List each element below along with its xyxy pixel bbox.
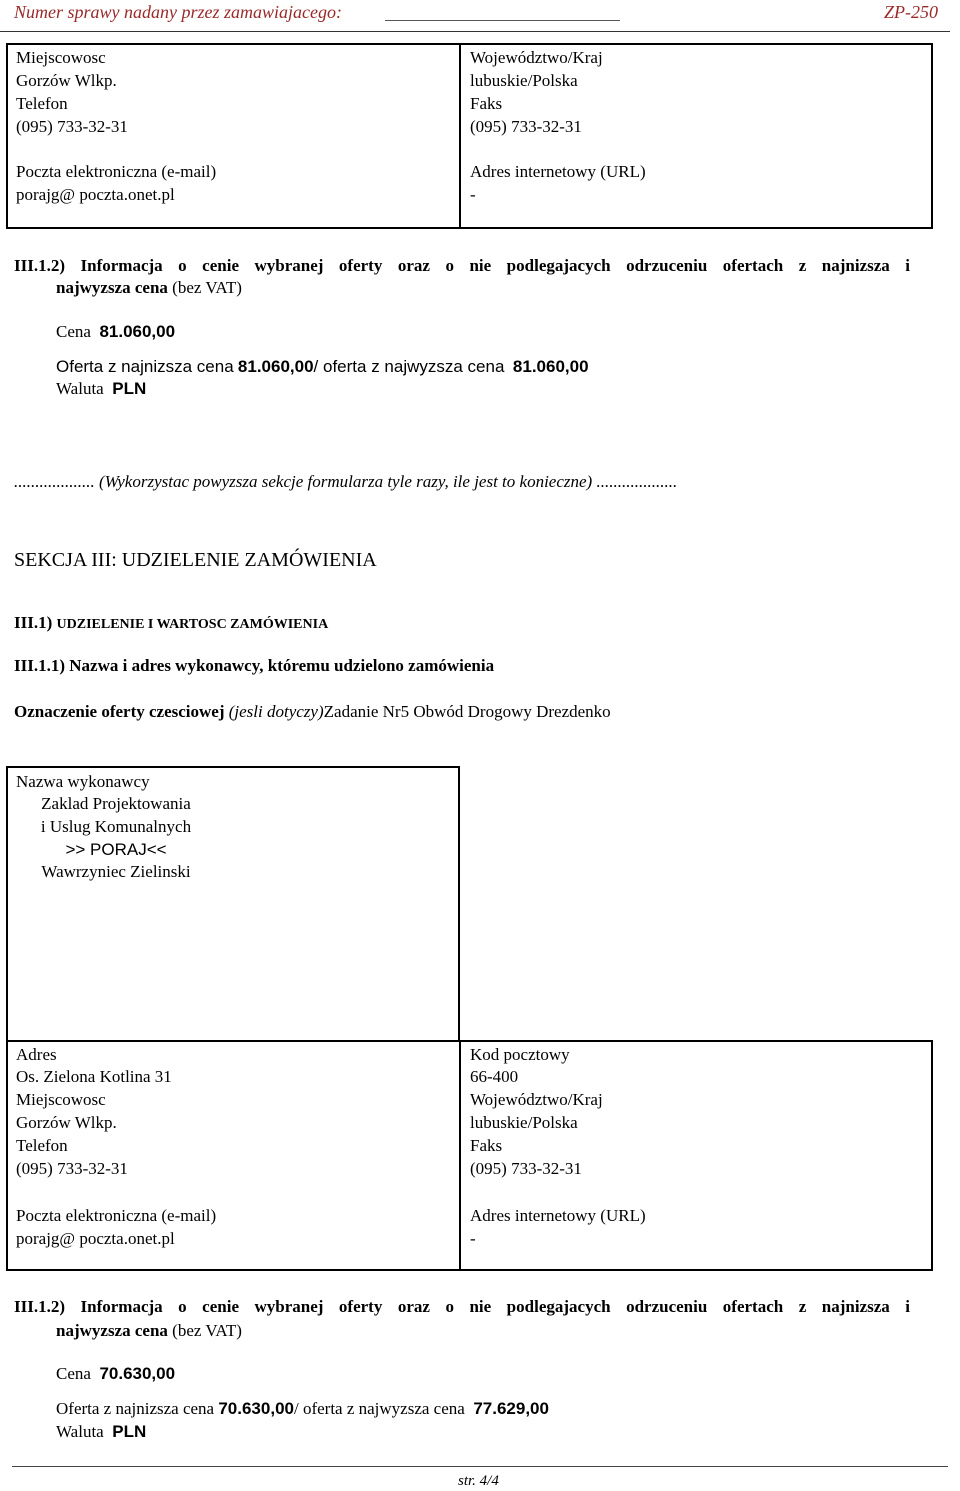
- wojewodztwo-label-2: Województwo/Kraj: [470, 1090, 603, 1109]
- miejscowosc-value: Gorzów Wlkp.: [16, 71, 117, 90]
- contact-box-1-divider: [459, 43, 461, 229]
- price-row-2: [56, 1362, 175, 1385]
- repeat-section-note: [14, 470, 677, 493]
- no-vat-note: (bez VAT): [172, 278, 242, 297]
- partial-offer-label: Oznaczenie oferty czesciowej: [14, 702, 225, 721]
- wojewodztwo-value: lubuskie/Polska: [470, 71, 578, 90]
- offer-range-row-1: [56, 355, 589, 378]
- header-divider: [0, 31, 950, 32]
- highest-offer-label-2: / oferta z najwyzsza cena: [293, 1399, 465, 1418]
- repeat-note-text: (Wykorzystac powyzsza sekcje formularza tyle razy, ile jest to konieczne): [99, 472, 593, 491]
- case-number-field-line: [385, 20, 620, 21]
- url-value-2: -: [470, 1229, 476, 1248]
- lowest-offer-value-2: 70.630,00: [218, 1399, 294, 1418]
- price-label: Cena: [56, 322, 91, 341]
- miejscowosc-value-2: Gorzów Wlkp.: [16, 1113, 117, 1132]
- currency-label: Waluta: [56, 379, 104, 398]
- miejscowosc-label: Miejscowosc: [16, 48, 106, 67]
- case-number-label: Numer sprawy nadany przez zamawiajacego:: [14, 2, 342, 22]
- faks-label-2: Faks: [470, 1136, 503, 1155]
- kod-value: 66-400: [470, 1067, 519, 1086]
- price-info-heading-1: III.1.2) Informacja o cenie wybranej oferty oraz o nie podlegajacych odrzuceniu ofertach z najnizsza i: [14, 256, 910, 275]
- price-row-1: [56, 320, 175, 343]
- wojewodztwo-label: Województwo/Kraj: [470, 48, 603, 67]
- lowest-offer-label-2: Oferta z najnizsza cena: [56, 1399, 215, 1418]
- offer-range-row-2: [56, 1397, 549, 1420]
- url-value: -: [470, 185, 476, 204]
- contact-box-2-divider: [459, 1040, 461, 1271]
- miejscowosc-label-2: Miejscowosc: [16, 1090, 106, 1109]
- highest-price-label: najwyzsza cena: [56, 278, 168, 297]
- contractor-short-name: >> PORAJ<<: [65, 840, 167, 859]
- telefon-value-2: (095) 733-32-31: [16, 1159, 128, 1178]
- price-value: 81.060,00: [99, 322, 176, 341]
- partial-offer-value: Zadanie Nr5 Obwód Drogowy Drezdenko: [323, 702, 611, 721]
- price-value-2: 70.630,00: [99, 1364, 176, 1383]
- page-number: str. 4/4: [458, 1473, 499, 1489]
- kod-label: Kod pocztowy: [470, 1045, 570, 1064]
- dots-right: ...................: [596, 472, 678, 491]
- lowest-offer-value: 81.060,00: [237, 357, 314, 376]
- currency-row-2: [56, 1420, 146, 1443]
- url-label-2: Adres internetowy (URL): [470, 1206, 646, 1225]
- wojewodztwo-value-2: lubuskie/Polska: [470, 1113, 578, 1132]
- url-label: Adres internetowy (URL): [470, 162, 646, 181]
- subsection-heading: [14, 611, 328, 636]
- currency-row-1: [56, 377, 146, 400]
- faks-value: (095) 733-32-31: [470, 117, 582, 136]
- contractor-name-label: Nazwa wykonawcy: [16, 772, 150, 791]
- telefon-label-2: Telefon: [16, 1136, 68, 1155]
- price-info-heading-2: III.1.2) Informacja o cenie wybranej oferty oraz o nie podlegajacych odrzuceniu ofertach z najnizsza i: [14, 1297, 910, 1316]
- contractor-line-2: i Uslug Komunalnych: [40, 817, 192, 836]
- price-info-heading-1-cont: [56, 276, 242, 299]
- email-value-2: porajg@ poczta.onet.pl: [16, 1229, 175, 1248]
- footer-divider: [12, 1466, 948, 1467]
- telefon-value: (095) 733-32-31: [16, 117, 128, 136]
- adres-value: Os. Zielona Kotlina 31: [16, 1067, 172, 1086]
- partial-offer-note: (jesli dotyczy): [228, 702, 324, 721]
- faks-value-2: (095) 733-32-31: [470, 1159, 582, 1178]
- currency-value: PLN: [112, 379, 147, 398]
- price-info-heading-2-cont: [56, 1319, 242, 1342]
- telefon-label: Telefon: [16, 94, 68, 113]
- subsection-title: UDZIELENIE I WARTOSC ZAMÓWIENIA: [56, 617, 329, 632]
- highest-offer-value-2: 77.629,00: [473, 1399, 549, 1418]
- faks-label: Faks: [470, 94, 503, 113]
- currency-value-2: PLN: [112, 1422, 147, 1441]
- case-number-value: ZP-250: [884, 2, 938, 22]
- email-value: porajg@ poczta.onet.pl: [16, 185, 175, 204]
- dots-left: ...................: [14, 472, 95, 491]
- highest-offer-label: / oferta z najwyzsza cena: [313, 357, 505, 376]
- contractor-line-3: [16, 838, 216, 861]
- partial-offer-row: [14, 700, 611, 723]
- highest-price-label-2: najwyzsza cena: [56, 1321, 168, 1340]
- section-title: SEKCJA III: UDZIELENIE ZAMÓWIENIA: [14, 549, 377, 571]
- price-label-2: Cena: [56, 1364, 91, 1383]
- contractor-line-1: Zaklad Projektowania: [41, 794, 191, 813]
- no-vat-note-2: (bez VAT): [172, 1321, 242, 1340]
- highest-offer-value: 81.060,00: [512, 357, 589, 376]
- contractor-line-4: Wawrzyniec Zielinski: [41, 862, 191, 881]
- currency-label-2: Waluta: [56, 1422, 104, 1441]
- lowest-offer-label: Oferta z najnizsza cena: [56, 357, 234, 376]
- email-label-2: Poczta elektroniczna (e-mail): [16, 1206, 217, 1225]
- contractor-item-heading: III.1.1) Nazwa i adres wykonawcy, któremu udzielono zamówienia: [14, 656, 495, 675]
- email-label: Poczta elektroniczna (e-mail): [16, 162, 217, 181]
- subsection-number: III.1): [14, 613, 53, 632]
- adres-label: Adres: [16, 1045, 57, 1064]
